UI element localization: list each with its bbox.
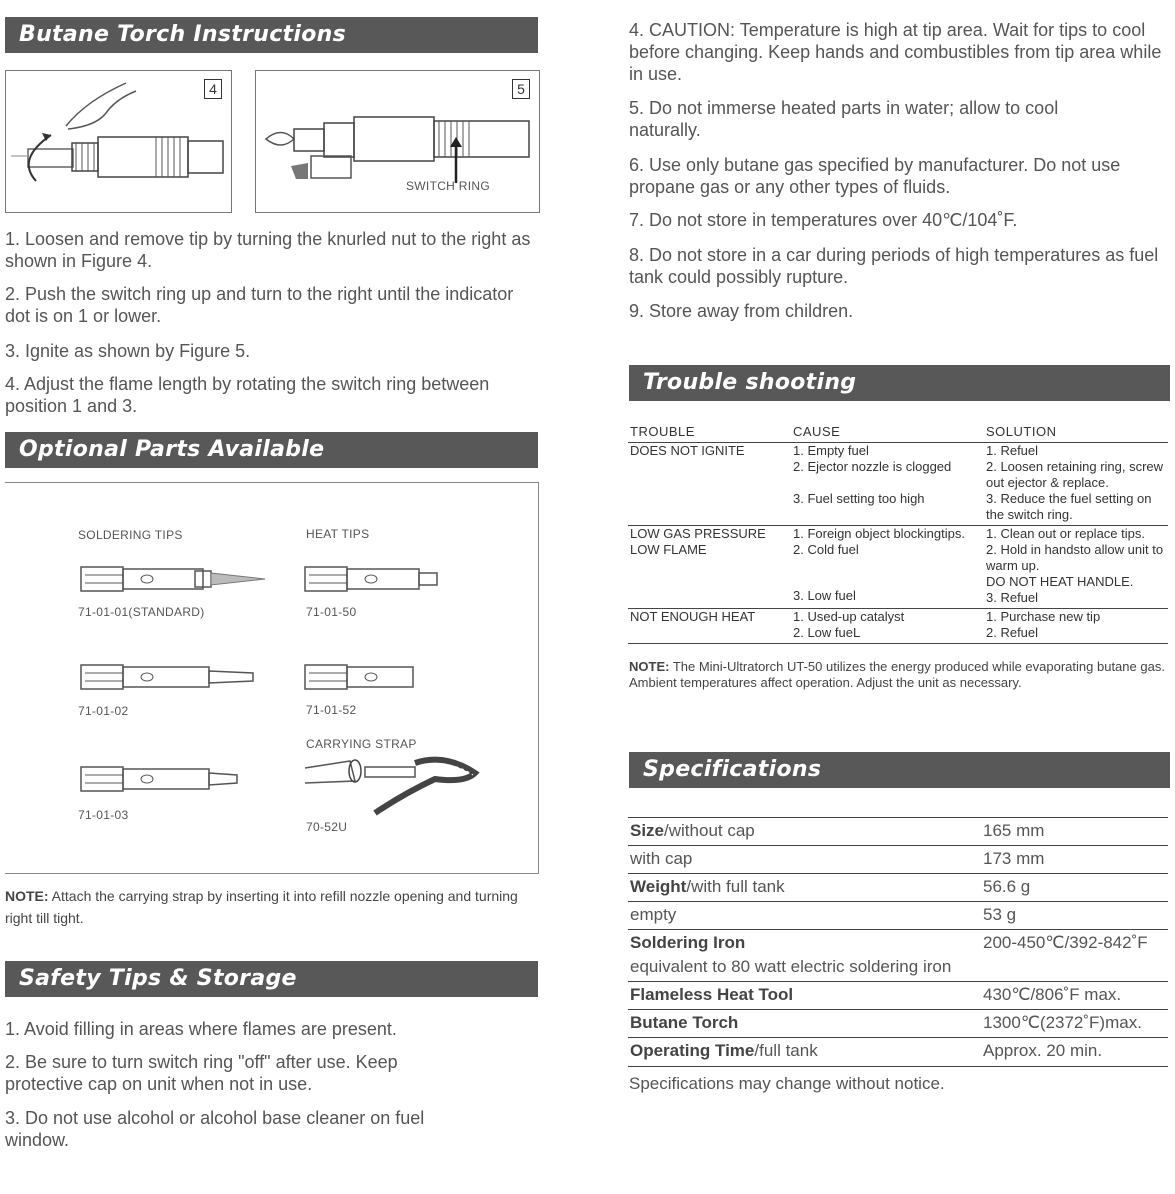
spec-row-weight bbox=[628, 873, 1168, 902]
instruction-2: 2. Push the switch ring up and turn to the right until the indicator dot is on 1 or lower. bbox=[5, 284, 514, 326]
trouble-table bbox=[628, 424, 1168, 644]
caution-6: 6. Use only butane gas specified by manufacturer. Do not use propane gas or any other types of fluids. bbox=[629, 155, 1121, 197]
figure-4-number: 4 bbox=[204, 79, 222, 99]
spec-iron-bold: Soldering Iron bbox=[630, 933, 746, 952]
part-code-02: 71-01-02 bbox=[78, 704, 129, 718]
solution-ignite bbox=[984, 443, 1168, 526]
parts-note-label: NOTE: bbox=[5, 888, 49, 904]
caution-8: 8. Do not store in a car during periods of high temperatures as fuel tank could possibly rupture. bbox=[629, 245, 1159, 287]
spec-footer: Specifications may change without notice. bbox=[629, 1074, 945, 1093]
part-code-heat-52: 71-01-52 bbox=[306, 703, 357, 717]
caution-5: 5. Do not immerse heated parts in water; allow to cool naturally. bbox=[629, 98, 1059, 140]
optional-parts-box bbox=[5, 482, 539, 874]
spec-iron-sub: equivalent to 80 watt electric soldering iron bbox=[630, 957, 952, 976]
safety-1: 1. Avoid filling in areas where flames are present. bbox=[5, 1019, 397, 1039]
trouble-pressure bbox=[628, 526, 791, 609]
soldering-tip-02 bbox=[81, 665, 253, 689]
caution-4: 4. CAUTION: Temperature is high at tip area. Wait for tips to cool before changing. Keep hands and combustibles from tip area while in use. bbox=[629, 20, 1162, 84]
trouble-row-pressure bbox=[628, 526, 1168, 609]
figure-5 bbox=[255, 70, 540, 213]
solution-heat-1: 1. Purchase new tip bbox=[986, 609, 1101, 624]
caution-7: 7. Do not store in temperatures over 40℃/104˚F. bbox=[629, 210, 1018, 230]
spec-row-empty bbox=[628, 901, 1168, 930]
spec-iron-label bbox=[630, 930, 745, 956]
solution-pressure-2: 2. Hold in handsto allow unit to warm up. bbox=[986, 542, 1164, 573]
torch-ignite-illustration bbox=[256, 71, 539, 212]
spec-butane-bold: Butane Torch bbox=[630, 1013, 739, 1032]
cause-ignite-3: 3. Fuel setting too high bbox=[793, 491, 925, 506]
cause-ignite-1: 1. Empty fuel bbox=[793, 443, 869, 458]
instruction-1: 1. Loosen and remove tip by turning the knurled nut to the right as shown in Figure 4. bbox=[5, 229, 531, 271]
solution-pressure bbox=[984, 526, 1168, 609]
cause-ignite bbox=[791, 443, 984, 526]
spec-empty-value: 53 g bbox=[983, 905, 1017, 924]
solution-heat bbox=[984, 609, 1168, 644]
heat-tips-header: HEAT TIPS bbox=[306, 527, 370, 541]
spec-withcap-value: 173 mm bbox=[983, 849, 1045, 868]
soldering-tips-header: SOLDERING TIPS bbox=[78, 528, 183, 542]
carrying-strap bbox=[305, 760, 475, 813]
spec-size-label bbox=[630, 818, 755, 844]
part-code-strap: 70-52U bbox=[306, 820, 348, 834]
trouble-col-header: TROUBLE bbox=[628, 424, 791, 443]
spec-withcap-label: with cap bbox=[630, 849, 693, 868]
spec-optime-label bbox=[630, 1038, 818, 1064]
trouble-note-text: The Mini-Ultratorch UT-50 utilizes the energy produced while evaporating butane gas. Ambient temperatures affect operation. Adjust the unit as necessary. bbox=[629, 659, 1165, 690]
spec-butane-value: 1300℃(2372˚F)max. bbox=[983, 1013, 1142, 1032]
safety-2: 2. Be sure to turn switch ring "off" after use. Keep protective cap on unit when not in use. bbox=[5, 1052, 398, 1094]
figure-4 bbox=[5, 70, 232, 213]
trouble-header-row bbox=[628, 424, 1168, 443]
trouble-pressure-2: LOW FLAME bbox=[630, 542, 707, 557]
part-code-standard: 71-01-01(STANDARD) bbox=[78, 605, 205, 619]
solution-ignite-3: 3. Reduce the fuel setting on the switch ring. bbox=[986, 491, 1152, 522]
instruction-3: 3. Ignite as shown by Figure 5. bbox=[5, 341, 251, 361]
spec-weight-label bbox=[630, 874, 785, 900]
spec-row-butane bbox=[628, 1009, 1168, 1038]
part-code-03: 71-01-03 bbox=[78, 808, 129, 822]
trouble-row-heat bbox=[628, 609, 1168, 644]
spec-row-withcap bbox=[628, 845, 1168, 874]
spec-size-rest: /without cap bbox=[664, 821, 755, 840]
caution-9: 9. Store away from children. bbox=[629, 301, 854, 321]
cause-pressure-1: 1. Foreign object blockingtips. bbox=[793, 526, 965, 541]
spec-flameless-bold: Flameless Heat Tool bbox=[630, 985, 794, 1004]
solution-heat-2: 2. Refuel bbox=[986, 625, 1039, 640]
trouble-ignite: DOES NOT IGNITE bbox=[628, 443, 791, 526]
parts-note-text: Attach the carrying strap by inserting it into refill nozzle opening and turning right till tight. bbox=[5, 888, 518, 926]
heat-tip-52 bbox=[305, 665, 413, 689]
parts-note bbox=[5, 885, 545, 929]
trouble-pressure-1: LOW GAS PRESSURE bbox=[630, 526, 766, 541]
cause-col-header: CAUSE bbox=[791, 424, 984, 443]
spec-weight-rest: /with full tank bbox=[686, 877, 785, 896]
switch-ring-label: SWITCH RING bbox=[406, 179, 490, 193]
spec-flameless-value: 430℃/806˚F max. bbox=[983, 985, 1122, 1004]
cause-pressure bbox=[791, 526, 984, 609]
cause-heat bbox=[791, 609, 984, 644]
part-code-heat-50: 71-01-50 bbox=[306, 605, 357, 619]
spec-row-size bbox=[628, 817, 1168, 846]
spec-row-optime bbox=[628, 1037, 1168, 1067]
soldering-tip-03 bbox=[81, 767, 237, 791]
spec-size-value: 165 mm bbox=[983, 821, 1045, 840]
soldering-tip-standard bbox=[81, 567, 265, 591]
spec-butane-label bbox=[630, 1010, 738, 1036]
trouble-note bbox=[629, 659, 1169, 691]
cause-heat-1: 1. Used-up catalyst bbox=[793, 609, 905, 624]
cause-pressure-2: 2. Cold fuel bbox=[793, 542, 859, 557]
safety-3: 3. Do not use alcohol or alcohol base cleaner on fuel window. bbox=[5, 1108, 425, 1150]
cause-pressure-3: 3. Low fuel bbox=[793, 588, 856, 603]
trouble-note-label: NOTE: bbox=[629, 659, 670, 674]
spec-weight-value: 56.6 g bbox=[983, 877, 1031, 896]
cause-ignite-2: 2. Ejector nozzle is clogged bbox=[793, 459, 952, 474]
optional-parts-banner: Optional Parts Available bbox=[5, 432, 538, 468]
solution-col-header: SOLUTION bbox=[984, 424, 1168, 443]
trouble-banner: Trouble shooting bbox=[629, 365, 1170, 401]
safety-banner: Safety Tips & Storage bbox=[5, 961, 538, 997]
figure-5-number: 5 bbox=[512, 79, 530, 99]
trouble-row-ignite bbox=[628, 443, 1168, 526]
instruction-4: 4. Adjust the flame length by rotating the switch ring between position 1 and 3. bbox=[5, 374, 490, 416]
heat-tip-50 bbox=[305, 567, 437, 591]
trouble-heat: NOT ENOUGH HEAT bbox=[628, 609, 791, 644]
solution-pressure-warning: DO NOT HEAT HANDLE. bbox=[986, 574, 1134, 589]
spec-row-flameless bbox=[628, 981, 1168, 1010]
spec-optime-rest: /full tank bbox=[754, 1041, 818, 1060]
solution-ignite-1: 1. Refuel bbox=[986, 443, 1039, 458]
spec-empty-label: empty bbox=[630, 905, 677, 924]
spec-iron-value: 200-450℃/392-842˚F bbox=[983, 933, 1148, 952]
spec-weight-bold: Weight bbox=[630, 877, 687, 896]
instructions-banner: Butane Torch Instructions bbox=[5, 17, 538, 53]
spec-row-iron bbox=[628, 929, 1168, 982]
solution-pressure-3: 3. Refuel bbox=[986, 590, 1039, 605]
solution-ignite-2: 2. Loosen retaining ring, screw out ejector & replace. bbox=[986, 459, 1164, 490]
spec-optime-value: Approx. 20 min. bbox=[983, 1041, 1103, 1060]
spec-flameless-label bbox=[630, 982, 793, 1008]
specs-banner: Specifications bbox=[629, 752, 1170, 788]
carrying-strap-header: CARRYING STRAP bbox=[306, 737, 417, 751]
cause-heat-2: 2. Low fueL bbox=[793, 625, 861, 640]
solution-pressure-1: 1. Clean out or replace tips. bbox=[986, 526, 1145, 541]
spec-size-bold: Size bbox=[630, 821, 665, 840]
spec-optime-bold: Operating Time bbox=[630, 1041, 755, 1060]
torch-tip-illustration bbox=[6, 71, 231, 212]
